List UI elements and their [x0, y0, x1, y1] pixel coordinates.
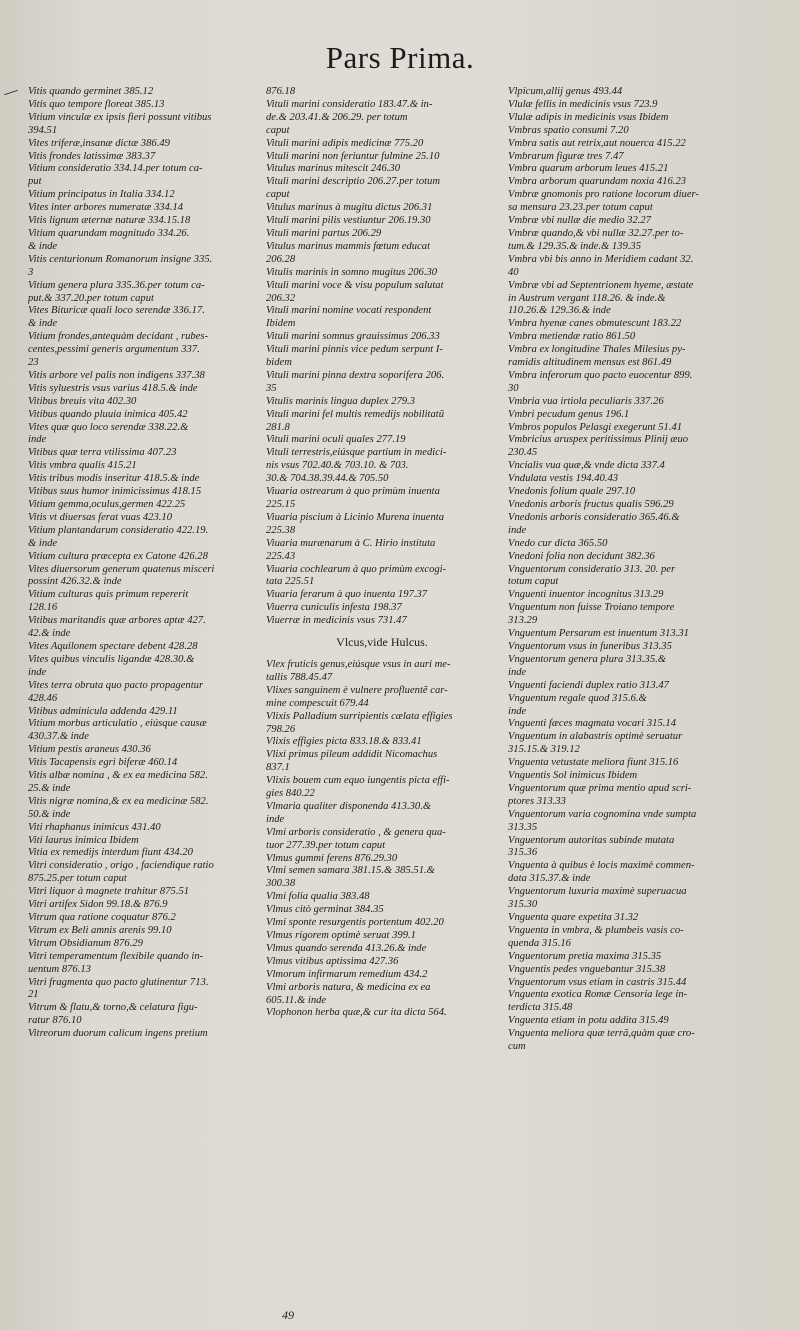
index-entry: Vmbri pecudum genus 196.1 [508, 408, 630, 420]
index-entry: Vituli marini descriptio 206.27.per totum [266, 176, 441, 188]
index-entry: Vitri consideratio , origo , faciendique ratio [28, 860, 214, 872]
index-entry: Vitis lignum æternæ naturæ 334.15.18 [28, 215, 191, 227]
index-entry: Vlmi arboris natura, & medicina ex ea [266, 981, 431, 993]
index-entry: Vitri liquor à magnete trahitur 875.51 [28, 886, 190, 898]
index-entry: Vndulata vestis 194.40.43 [508, 473, 619, 485]
index-entry: Vlixis bouem cum equo iungentis picta effi- [266, 775, 450, 787]
index-entry: Vmbra vbi bis anno in Meridiem cadant 32. [508, 253, 694, 265]
index-entry: Vitium consideratio 334.14.per totum ca- [28, 163, 203, 175]
index-entry: Vites inter arbores numeratæ 334.14 [28, 202, 184, 214]
index-entry: Vitibus quæ terra vtilissima 407.23 [28, 447, 177, 459]
index-entry: inde [508, 666, 527, 678]
index-entry: 25.& inde [28, 782, 71, 794]
index-entry: Viuaria cochlearum à quo primùm excogi- [266, 563, 447, 575]
index-entry: Vitibus maritandis quæ arbores aptæ 427. [28, 615, 206, 627]
index-entry: Vitibus quando pluuia inimica 405.42 [28, 408, 188, 420]
index-entry: Vnguentum in alabastris optimè seruatur [508, 731, 683, 743]
index-entry: Vnedonis arboris consideratio 365.46.& [508, 511, 680, 523]
index-entry: Vituli marini nomine vocati respondent [266, 305, 432, 317]
index-entry: Viuaria piscium à Licinio Murena inuenta [266, 511, 445, 523]
index-entry: nis vsus 702.40.& 703.10. & 703. [266, 460, 409, 472]
index-entry: Vitibus adminicula addenda 429.11 [28, 705, 178, 717]
index-entry: Vituli marini consideratio 183.47.& in- [266, 98, 433, 110]
index-entry: uentum 876.13 [28, 963, 91, 975]
index-entry: Vituli marini adipis medicinæ 775.20 [266, 137, 424, 149]
index-entry: Viuaria murænarum à C. Hirio instituta [266, 537, 436, 549]
index-entry: Vmbra metiendæ ratio 861.50 [508, 331, 636, 343]
index-entry: Vitrum qua ratione coquatur 876.2 [28, 912, 176, 923]
index-entry: 315.30 [508, 899, 538, 911]
index-entry: & inde [28, 318, 58, 330]
index-entry: 3 [28, 266, 34, 278]
index-entry: Vitium quarundam magnitudo 334.26. [28, 227, 190, 239]
index-entry: Vitis vmbra qualis 415.21 [28, 460, 137, 472]
index-entry: Vnedonis arboris fructus qualis 596.29 [508, 499, 674, 510]
page-header: Pars Prima. [325, 40, 475, 75]
index-entry: Vnedo cur dicta 365.50 [508, 537, 608, 549]
index-entry: Vituli marini fel multis remedijs nobilitatũ [266, 408, 445, 420]
index-entry: tallis 788.45.47 [266, 671, 333, 683]
index-entry: 225.43 [266, 550, 296, 562]
index-entry: Vituli marini pilis vestiuntur 206.19.30 [266, 215, 431, 227]
index-entry: Vituli marini pinnis vice pedum serpunt I- [266, 344, 443, 356]
index-entry: 206.32 [266, 292, 296, 304]
index-entry: Vmbrarum figuræ tres 7.47 [508, 150, 624, 162]
index-entry: Vitis nigræ nomina,& ex ea medicinæ 582. [28, 795, 209, 807]
index-entry: Vites Aquilonem spectare debent 428.28 [28, 640, 198, 652]
index-entry: 394.51 [28, 124, 58, 136]
index-entry: Vitium morbus articulatio , eiúsque causæ [28, 718, 207, 730]
index-entry: Vitulus marinus mammis fœtum educat [266, 240, 431, 252]
index-entry: inde [508, 524, 527, 536]
index-entry: Vites quibus vinculis ligandæ 428.30.& [28, 653, 195, 665]
index-entry: 30 [508, 382, 519, 394]
index-entry: Vitis quando germinet 385.12 [28, 86, 154, 97]
index-entry: Vitreorum duorum calicum ingens pretium [28, 1028, 208, 1040]
index-entry: quenda 315.16 [508, 937, 571, 949]
index-entry: Vlmi folia qualia 383.48 [266, 891, 370, 903]
index-entry: Vmbræ gnomonis pro ratione locorum diuer- [508, 189, 699, 201]
index-entry: Vites triferæ,insanæ dictæ 386.49 [28, 137, 170, 149]
index-entry: 428.46 [28, 692, 58, 704]
index-entry: Vituli marini somnus grauissimus 206.33 [266, 331, 440, 343]
index-entry: Vmbræ vbi nullæ die medio 32.27 [508, 215, 652, 227]
index-entry: 313.29 [508, 615, 538, 627]
index-entry: Vlmus citò germinat 384.35 [266, 904, 384, 916]
index-entry: inde [508, 705, 527, 717]
index-entry: data 315.37.& inde [508, 873, 591, 885]
index-entry: Vnguentorum vsus in funeribus 313.35 [508, 640, 672, 652]
index-entry: 42.& inde [28, 628, 71, 640]
index-entry: Vites quæ quo loco serendæ 338.22.& [28, 421, 189, 433]
index-entry: Viuaria ferarum à quo inuenta 197.37 [266, 589, 428, 601]
index-entry: 40 [508, 266, 519, 278]
index-entry: Vnguentorum genera plura 313.35.& [508, 653, 667, 665]
index-entry: put [28, 176, 42, 188]
index-entry: Vmbra inferorum quo pacto euocentur 899. [508, 369, 693, 381]
index-entry: Viuerra cuniculis infesta 198.37 [266, 602, 402, 614]
index-entry: tuor 277.39.per totum caput [266, 839, 386, 851]
index-entry: Vnedoni folia non decidunt 382.36 [508, 550, 655, 562]
index-entry: Vlmus quando serenda 413.26.& inde [266, 942, 427, 954]
index-entry: Vmbræ vbi ad Septentrionem hyeme, æstate [508, 279, 694, 291]
index-entry: & inde [28, 537, 58, 549]
index-entry: Vlixis effigies picta 833.18.& 833.41 [266, 736, 422, 748]
index-entry: 300.38 [266, 878, 296, 890]
index-entry: Vituli marini voce & visu populum salutat [266, 279, 444, 291]
index-entry: Viuaria ostrearum à quo primùm inuenta [266, 486, 440, 498]
index-entry: Vitri fragmenta quo pacto glutinentur 713. [28, 976, 209, 988]
index-entry: Vlpicum,allij genus 493.44 [508, 86, 623, 97]
index-entry: Vnguenta quare expetita 31.32 [508, 912, 639, 923]
index-entry: cum [508, 1041, 526, 1053]
index-entry: Vnguenti faciendi duplex ratio 313.47 [508, 679, 669, 691]
index-entry: 50.& inde [28, 808, 71, 820]
index-entry: 875.25.per totum caput [28, 873, 127, 885]
index-entry: Vituli terrestris,eiúsque partium in medici- [266, 447, 447, 459]
index-entry: Vnguentis Sol inimicus Ibidem [508, 770, 638, 782]
index-entry: ramidis altitudinem mensus est 861.49 [508, 357, 672, 369]
index-entry: 281.8 [266, 421, 290, 433]
index-entry: Vlulæ adipis in medicinis vsus Ibidem [508, 111, 669, 123]
signature-mark: 49 [282, 1308, 294, 1322]
index-entry: 605.11.& inde [266, 994, 327, 1006]
index-entry: Vnguenta meliora quæ terrã,quàm quæ cro- [508, 1028, 695, 1040]
index-entry: Vitri temperamentum flexibile quando in- [28, 950, 204, 962]
index-entry: Vnguentorum consideratio 313. 20. per [508, 563, 676, 575]
index-entry: Vmbra arborum quarundam noxia 416.23 [508, 176, 687, 188]
index-entry: mine compescuit 679.44 [266, 697, 369, 709]
index-entry: totum caput [508, 576, 559, 588]
index-entry: 230.45 [508, 447, 538, 459]
index-entry: Vlixis Palladium surripientis cælata effigies [266, 710, 453, 722]
index-entry: possint 426.32.& inde [28, 576, 122, 588]
index-entry: 313.35 [508, 821, 538, 833]
index-entry: ptores 313.33 [508, 795, 566, 807]
index-entry: Vituli marini non feriuntur fulmine 25.10 [266, 150, 440, 162]
index-entry: Vitibus breuis vita 402.30 [28, 395, 137, 407]
index-entry: 876.18 [266, 86, 296, 97]
index-entry: inde [28, 434, 47, 446]
index-entry: Vlmorum infirmarum remedium 434.2 [266, 968, 428, 980]
index-entry: Vlmus vitibus aptissima 427.36 [266, 955, 399, 967]
index-entry: Vitulus marinus mitescit 246.30 [266, 163, 400, 175]
index-entry: sa mensura 23.23.per totum caput [508, 202, 653, 214]
index-entry: & inde [28, 240, 58, 252]
index-entry: Vites Bituricæ quali loco serendæ 336.17. [28, 305, 205, 317]
index-entry: Vnguentum non fuisse Troiano tempore [508, 602, 675, 614]
index-entry: 110.26.& 129.36.& inde [508, 305, 611, 317]
index-entry: 798.26 [266, 723, 296, 735]
index-entry: Vnguentorum autoritas subinde mutata [508, 834, 675, 846]
index-entry: put.& 337.20.per totum caput [28, 292, 154, 304]
index-column-3 [508, 86, 744, 1054]
index-entry: Vlmus gummi ferens 876.29.30 [266, 852, 398, 864]
index-entry: Vnguentorum pretia maxima 315.35 [508, 950, 662, 962]
index-entry: Vlmi sponte resurgentis portentum 402.20 [266, 917, 444, 929]
index-entry: 315.36 [508, 847, 538, 859]
index-entry: Vitium cultura præcepta ex Catone 426.28 [28, 550, 208, 562]
index-entry: Vnguenta à quibus è locis maximè commen- [508, 860, 695, 872]
margin-mark [4, 90, 18, 95]
index-entry: tum.& 129.35.& inde.& 139.35 [508, 240, 642, 252]
index-column-1 [28, 86, 256, 1041]
index-entry: Vlmi arboris consideratio , & genera qua- [266, 826, 446, 838]
index-entry: Vnguenta etiam in potu addita 315.49 [508, 1015, 669, 1027]
index-entry: Vmbra quarum arborum leues 415.21 [508, 163, 669, 175]
index-entry: 206.28 [266, 253, 296, 265]
index-entry: bidem [266, 357, 292, 369]
index-entry: centes,pessimi generis argumentum 337. [28, 344, 200, 356]
index-entry: Vitri artifex Sidon 99.18.& 876.9 [28, 899, 168, 911]
index-entry: Vitis Tacapensis egri biferæ 460.14 [28, 757, 178, 769]
index-entry: 430.37.& inde [28, 731, 89, 743]
index-entry: Vncialis vua quæ,& vnde dicta 337.4 [508, 460, 665, 472]
index-entry: Vituli marini partus 206.29 [266, 227, 382, 239]
index-entry: Vnguentorum quæ prima mentio apud scri- [508, 782, 692, 794]
index-entry: Vitulus marinus à mugitu dictus 206.31 [266, 202, 433, 214]
index-entry: Vituli marini oculi quales 277.19 [266, 434, 406, 446]
index-entry: Vitium culturas quis primum repererit [28, 589, 189, 601]
index-entry: Vlmaria qualiter disponenda 413.30.& [266, 800, 432, 812]
index-entry: Viti laurus inimica Ibidem [28, 834, 139, 846]
index-entry: de.& 203.41.& 206.29. per totum [266, 111, 408, 123]
index-entry: 30.& 704.38.39.44.& 705.50 [266, 473, 389, 485]
index-entry: Vitulis marinis lingua duplex 279.3 [266, 395, 415, 407]
index-entry: Vites diuersorum generum quatenus misceri [28, 563, 215, 575]
index-entry: Vitrum ex Beli amnis arenis 99.10 [28, 924, 172, 936]
index-entry: Vitis quo tempore floreat 385.13 [28, 98, 165, 110]
index-entry: Vnguenti inuentor incognitus 313.29 [508, 589, 664, 601]
index-entry: Vnguentis pedes vnguebantur 315.38 [508, 963, 666, 975]
index-entry: Vmbra ex longitudine Thales Milesius py- [508, 344, 686, 356]
index-entry: 128.16 [28, 602, 58, 614]
index-entry: Vitrum & flatu,& torno,& celatura figu- [28, 1002, 198, 1014]
index-entry: ratur 876.10 [28, 1015, 82, 1027]
index-entry: Vnguentum regale quod 315.6.& [508, 692, 647, 704]
index-entry: Vlmus rigorem optimè seruat 399.1 [266, 930, 416, 941]
index-entry: caput [266, 189, 290, 201]
index-entry: Vnguenta exotica Romæ Censoria lege in- [508, 989, 688, 1001]
index-entry: Vnguenta in vmbra, & plumbeis vasis co- [508, 924, 684, 936]
index-entry: Vitis centurionum Romanorum insigne 335. [28, 253, 213, 265]
index-entry: 21 [28, 989, 39, 1001]
index-entry: caput [266, 124, 290, 136]
index-entry: Vmbra hyenæ canes obmutescunt 183.22 [508, 318, 682, 330]
index-entry: 225.15 [266, 499, 296, 510]
index-entry: in Austrum vergant 118.26. & inde.& [508, 292, 666, 304]
index-entry: tata 225.51 [266, 576, 315, 588]
index-entry: Vitis vt diuersas ferat vuas 423.10 [28, 511, 172, 523]
index-entry: 225.38 [266, 524, 296, 536]
index-entry: 23 [28, 357, 39, 369]
index-entry: Vitis frondes latissimæ 383.37 [28, 150, 156, 162]
index-entry: Vitium plantandarum consideratio 422.19. [28, 524, 209, 536]
index-entry: Vlulæ fellis in medicinis vsus 723.9 [508, 98, 658, 110]
index-entry: Vitis tribus modis inseritur 418.5.& inde [28, 473, 200, 485]
index-entry: Vituli marini pinna dextra soporifera 206. [266, 369, 445, 381]
section-heading: Vlcus,vide Hulcus. [336, 635, 428, 650]
index-entry: Ibidem [266, 318, 296, 330]
index-entry: Vmbra satis aut retrix,aut nouerca 415.22 [508, 137, 686, 149]
index-entry: Vitis albæ nomina , & ex ea medicina 582. [28, 770, 208, 782]
index-entry: Vitium principatus in Italia 334.12 [28, 189, 175, 201]
index-entry: Vnedonis folium quale 297.10 [508, 486, 636, 498]
index-entry: 35 [266, 382, 277, 394]
index-entry: Vmbros populos Pelasgi exegerunt 51.41 [508, 421, 683, 433]
index-entry: Vlmi semen samara 381.15.& 385.51.& [266, 865, 435, 877]
index-entry: Vites terra obruta quo pacto propagentur [28, 679, 204, 691]
index-entry: Vnguentorum vsus etiam in castris 315.44 [508, 976, 687, 988]
index-entry: 837.1 [266, 762, 290, 774]
index-entry: Vitium vinculæ ex ipsis fieri possunt vitibus [28, 111, 212, 123]
index-entry: Vitrum Obsidianum 876.29 [28, 937, 143, 949]
index-entry: Vitium genera plura 335.36.per totum ca- [28, 279, 205, 291]
index-entry: Vnguentorum luxuria maximè superuacua [508, 886, 687, 898]
index-entry: Vitia ex remedijs interdum fiunt 434.20 [28, 847, 193, 859]
index-entry: 315.15.& 319.12 [508, 744, 580, 756]
index-entry: Vnguenta vetustate meliora fiunt 315.16 [508, 757, 679, 769]
index-entry: Vnguentorum varia cognomina vnde sumpta [508, 808, 697, 820]
index-entry: Vitibus suus humor inimicissimus 418.15 [28, 486, 202, 498]
index-entry: Vitis arbore vel palis non indigens 337.38 [28, 369, 205, 381]
index-column-2 [266, 86, 498, 1020]
index-entry: terdicta 315.48 [508, 1002, 573, 1014]
index-entry: Vitis syluestris vsus varius 418.5.& inde [28, 382, 198, 394]
index-entry: Vlophonon herba quæ,& cur ita dicta 564. [266, 1007, 447, 1019]
index-entry: Vlixes sanguinem è vulnere profluentẽ car- [266, 684, 448, 696]
index-entry: Vitium gemma,oculus,germen 422.25 [28, 499, 186, 510]
index-entry: Viti rhaphanus inimicus 431.40 [28, 821, 161, 833]
index-entry: Vnguenti fæces magmata vocari 315.14 [508, 718, 677, 730]
index-entry: Vlixi primus pileum addidit Nicomachus [266, 749, 438, 761]
index-entry: inde [266, 813, 285, 825]
index-entry: Vmbræ quando,& vbi nullæ 32.27.per to- [508, 227, 684, 239]
index-entry: Vmbria vua irtiola peculiaris 337.26 [508, 395, 664, 407]
index-entry: Vitium pestis araneus 430.36 [28, 744, 151, 756]
index-entry: Vmbras spatio consumi 7.20 [508, 124, 629, 136]
index-entry: Vitulis marinis in somno mugitus 206.30 [266, 266, 438, 278]
index-entry: Vmbricius aruspex peritissimus Plinij æuo [508, 434, 689, 446]
index-entry: Vnguentum Persarum est inuentum 313.31 [508, 628, 689, 640]
index-entry: Vitium frondes,antequàm decidant , rubes- [28, 331, 209, 343]
index-entry: gies 840.22 [266, 788, 315, 800]
index-entry: inde [28, 666, 47, 678]
index-entry: Viuerræ in medicinis vsus 731.47 [266, 615, 407, 627]
index-entry: Vlex fruticis genus,eiúsque vsus in auri me- [266, 658, 451, 670]
